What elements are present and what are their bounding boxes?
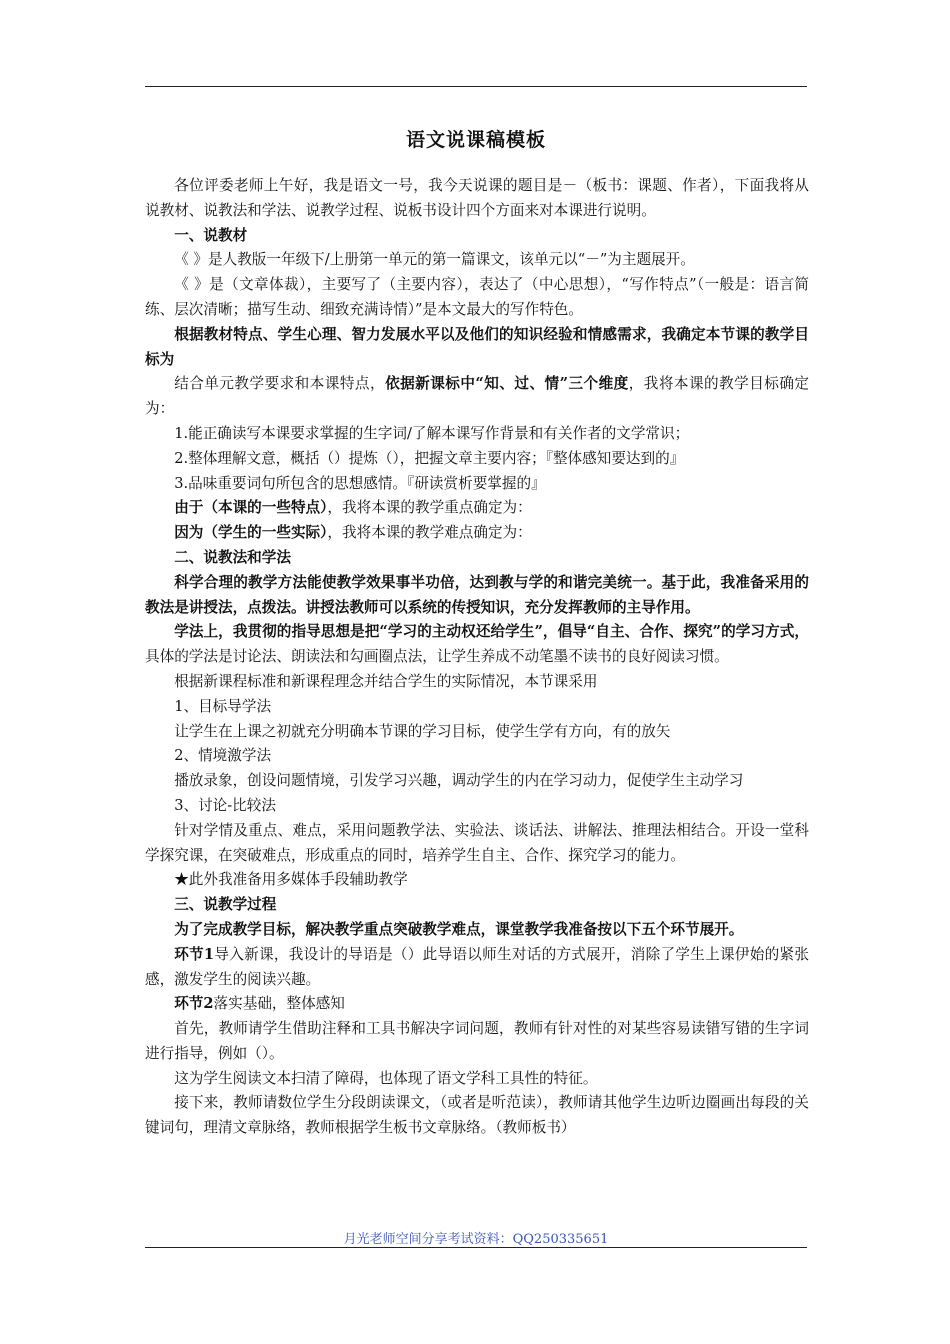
paragraph-obstacles: 这为学生阅读文本扫清了障碍，也体现了语文学科工具性的特征。	[174, 1069, 598, 1087]
key-point-bold: 由于（本课的一些特点）	[174, 499, 328, 517]
paragraph-goal-basis: 根据教材特点、学生心理、智力发展水平以及他们的知识经验和情感需求，我确定本节课的教学目标为	[145, 325, 809, 368]
paragraph-difficulty	[145, 521, 809, 546]
method-1-title: 1、目标导学法	[174, 697, 272, 715]
method-2-title: 2、情境激学法	[174, 747, 272, 765]
step-2-text: 落实基础，整体感知	[213, 995, 345, 1013]
footer-note: 月光老师空间分享考试资料：QQ250335651	[343, 1232, 609, 1247]
page-title: 语文说课稿模板	[405, 129, 546, 151]
section-heading-process: 三、说教学过程	[174, 896, 277, 914]
footer-rule	[145, 1247, 807, 1248]
goal-intro-bold: 依据新课标中“知、过、情”三个维度	[385, 375, 629, 393]
step-2-label: 环节2	[174, 995, 214, 1013]
document-body	[145, 174, 809, 1141]
paragraph-process-intro: 为了完成教学目标，解决教学重点突破教学难点，课堂教学我准备按以下五个环节展开。	[174, 920, 744, 938]
goal-item-1: 1.能正确读写本课要求掌握的生字词/了解本课写作背景和有关作者的文学常识；	[174, 424, 690, 442]
paragraph-reading: 接下来，教师请数位学生分段朗读课文，（或者是听范读），教师请其他学生边听边圈画出每段的关键词句，理清文章脉络，教师根据学生板书文章脉络。（教师板书）	[145, 1094, 809, 1137]
method-3-title: 3、讨论-比较法	[174, 796, 276, 814]
intro-paragraph: 各位评委老师上午好，我是语文一号，我今天说课的题目是－（板书：课题、作者），下面我将从说教材、说教法和学法、说教学过程、说板书设计四个方面来对本课进行说明。	[145, 177, 809, 219]
goal-item-3: 3.品味重要词句所包含的思想感情。『研读赏析要掌握的』	[174, 474, 546, 492]
section-heading-methods: 二、说教法和学法	[174, 548, 291, 566]
paragraph-key-point	[145, 496, 809, 521]
goal-item-2: 2.整体理解文意，概括（）提炼（），把握文章主要内容；『整体感知要达到的』	[174, 449, 685, 467]
section-heading-textbook: 一、说教材	[174, 226, 248, 244]
learning-method-bold: 学法上，我贯彻的指导思想是把“学习的主动权还给学生”，倡导“自主、合作、探究”的学习方式，	[174, 623, 809, 641]
paragraph-methods-intro: 根据新课程标准和新课程理念并结合学生的实际情况，本节课采用	[174, 672, 598, 690]
paragraph-text-analysis: 《 》是（文章体裁），主要写了（主要内容），表达了（中心思想），“写作特点”（一般是：语言简练、层次清晰；描写生动、细致充满诗情）”是本文最大的写作特色。	[145, 276, 809, 318]
difficulty-tail: ，我将本课的教学难点确定为：	[327, 524, 532, 542]
goal-intro-lead: 结合单元教学要求和本课特点，	[174, 375, 386, 393]
goal-intro-tail: ，我将本课的教学目标确定为：	[145, 375, 809, 418]
paragraph-unit: 《 》是人教版一年级下/上册第一单元的第一篇课文，该单元以“－”为主题展开。	[174, 251, 695, 269]
multimedia-note: ★此外我准备用多媒体手段辅助教学	[174, 871, 408, 889]
paragraph-goal-intro	[145, 372, 809, 422]
difficulty-bold: 因为（学生的一些实际）	[174, 524, 328, 542]
step-1	[145, 943, 809, 993]
step-1-text: 导入新课，我设计的导语是（）此导语以师生对话的方式展开，消除了学生上课伊始的紧张感，激发学生的阅读兴趣。	[145, 945, 809, 988]
method-1-desc: 让学生在上课之初就充分明确本节课的学习目标，使学生学有方向，有的放矢	[174, 722, 671, 740]
key-point-tail: ，我将本课的教学重点确定为：	[327, 499, 532, 517]
paragraph-teaching-method: 科学合理的教学方法能使教学效果事半功倍，达到教与学的和谐完美统一。基于此，我准备采用的教法是讲授法，点拨法。讲授法教师可以系统的传授知识，充分发挥教师的主导作用。	[145, 573, 809, 616]
paragraph-learning-method	[145, 620, 809, 670]
step-1-label: 环节1	[174, 945, 215, 963]
paragraph-vocabulary: 首先，教师请学生借助注释和工具书解决字词问题，教师有针对性的对某些容易读错写错的生字词进行指导，例如（）。	[145, 1020, 809, 1062]
step-2	[145, 992, 809, 1017]
method-3-desc: 针对学情及重点、难点，采用问题教学法、实验法、谈话法、讲解法、推理法相结合。开设一堂科学探究课，在突破难点，形成重点的同时，培养学生自主、合作、探究学习的能力。	[145, 821, 809, 864]
learning-method-tail: 具体的学法是讨论法、朗读法和勾画圈点法，让学生养成不动笔墨不读书的良好阅读习惯。	[145, 648, 729, 666]
header-rule	[145, 86, 807, 87]
method-2-desc: 播放录象，创设问题情境，引发学习兴趣，调动学生的内在学习动力，促使学生主动学习	[174, 772, 744, 790]
